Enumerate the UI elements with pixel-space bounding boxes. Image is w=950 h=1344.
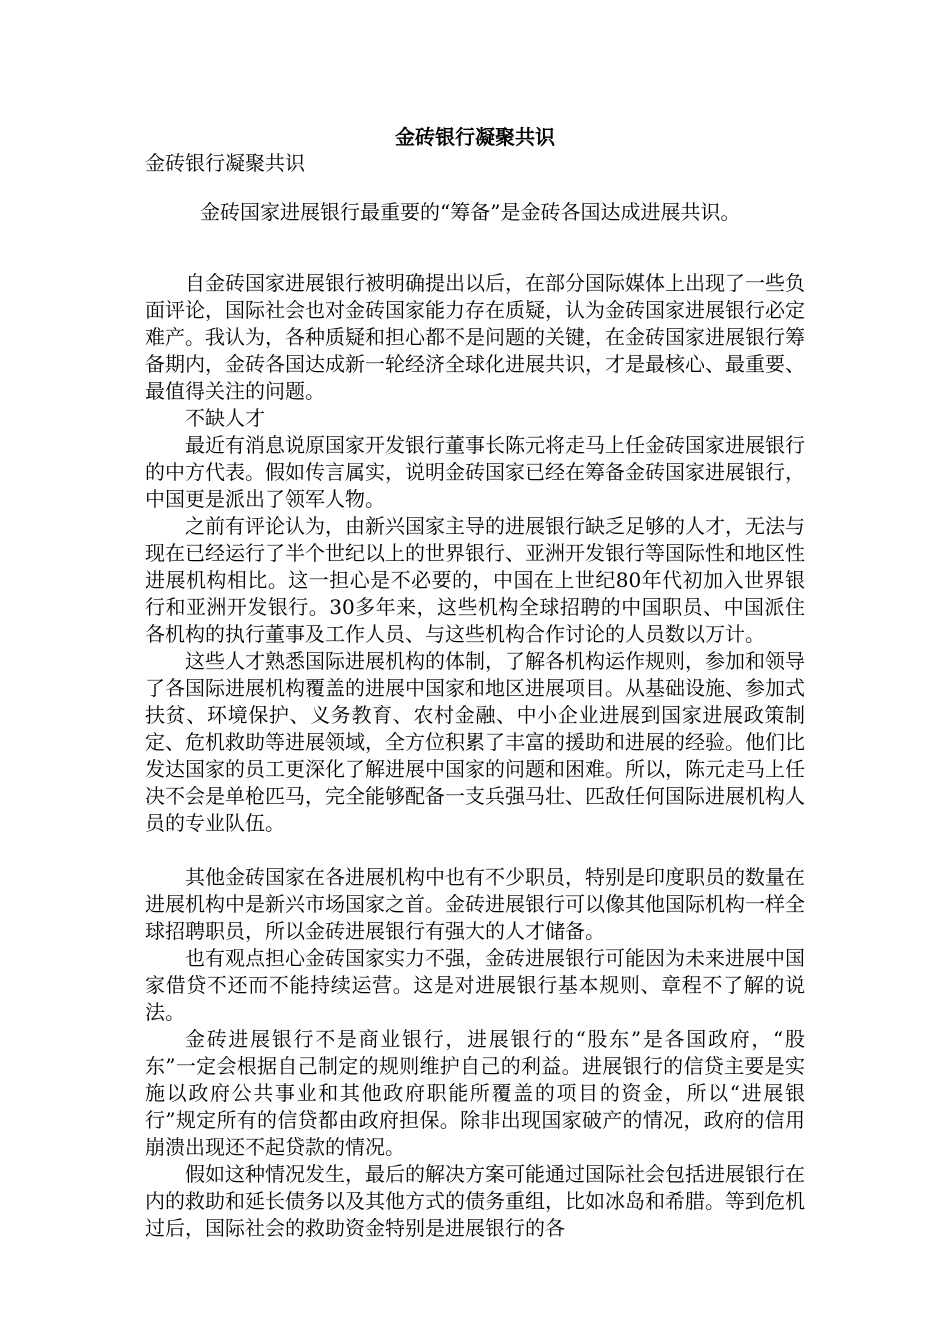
paragraph: 自金砖国家进展银行被明确提出以后，在部分国际媒体上出现了一些负面评论，国际社会也对金砖国家能力存在质疑，认为金砖国家进展银行必定难产。我认为，各种质疑和担心都不是问题的关键，在金砖国家进展银行筹备期内，金砖各国达成新一轮经济全球化进展共识，才是最核心、最重要、最值得关注的问题。 (145, 271, 805, 403)
document-body (145, 270, 805, 1242)
paragraph: 之前有评论认为，由新兴国家主导的进展银行缺乏足够的人才，无法与现在已经运行了半个世纪以上的世界银行、亚洲开发银行等国际性和地区性进展机构相比。这一担心是不必要的，中国在上世纪80年代初加入世界银行和亚洲开发银行。30多年来，这些机构全球招聘的中国职员、中国派住各机构的执行董事及工作人员、与这些机构合作讨论的人员数以万计。 (145, 514, 805, 646)
document-subtitle: 金砖银行凝聚共识 (145, 151, 305, 175)
paragraph: 假如这种情况发生，最后的解决方案可能通过国际社会包括进展银行在内的救助和延长债务以及其他方式的债务重组，比如冰岛和希腊。等到危机过后，国际社会的救助资金特别是进展银行的各 (145, 1162, 805, 1240)
blank-line (145, 837, 805, 864)
section-heading: 不缺人才 (185, 406, 265, 430)
paragraph: 最近有消息说原国家开发银行董事长陈元将走马上任金砖国家进展银行的中方代表。假如传言属实，说明金砖国家已经在筹备金砖国家进展银行，中国更是派出了领军人物。 (145, 433, 805, 511)
document-title: 金砖银行凝聚共识 (395, 125, 555, 149)
paragraph: 这些人才熟悉国际进展机构的体制，了解各机构运作规则，参加和领导了各国际进展机构覆盖的进展中国家和地区进展项目。从基础设施、参加式扶贫、环境保护、义务教育、农村金融、中小企业进展到国家进展政策制定、危机救助等进展领域，全方位积累了丰富的援助和进展的经验。他们比发达国家的员工更深化了解进展中国家的问题和困难。所以，陈元走马上任决不会是单枪匹马，完全能够配备一支兵强马壮、匹敌任何国际进展机构人员的专业队伍。 (145, 649, 805, 835)
paragraph: 其他金砖国家在各进展机构中也有不少职员，特别是印度职员的数量在进展机构中是新兴市场国家之首。金砖进展银行可以像其他国际机构一样全球招聘职员，所以金砖进展银行有强大的人才储备。 (145, 865, 805, 943)
document-lead: 金砖国家进展银行最重要的“筹备”是金砖各国达成进展共识。 (200, 200, 741, 224)
paragraph: 金砖进展银行不是商业银行，进展银行的“股东”是各国政府，“股东”一定会根据自己制定的规则维护自己的利益。进展银行的信贷主要是实施以政府公共事业和其他政府职能所覆盖的项目的资金，所以“进展银行”规定所有的信贷都由政府担保。除非出现国家破产的情况，政府的信用崩溃出现还不起贷款的情况。 (145, 1027, 805, 1159)
paragraph: 也有观点担心金砖国家实力不强，金砖进展银行可能因为未来进展中国家借贷不还而不能持续运营。这是对进展银行基本规则、章程不了解的说法。 (145, 946, 805, 1024)
